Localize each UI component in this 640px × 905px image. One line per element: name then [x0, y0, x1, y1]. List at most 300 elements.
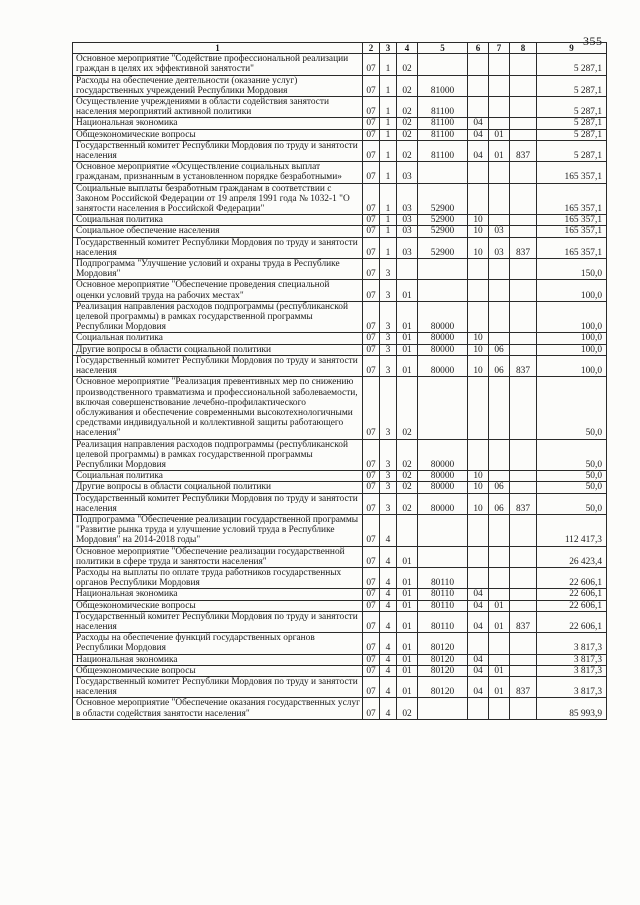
row-code-3: 3 — [380, 493, 397, 514]
header-col-9: 9 — [537, 43, 607, 54]
row-amount: 100,0 — [537, 344, 607, 355]
row-amount: 50,0 — [537, 439, 607, 471]
row-name: Другие вопросы в области социальной политики — [73, 344, 363, 355]
row-code-3: 3 — [380, 259, 397, 280]
row-code-4: 01 — [397, 600, 418, 611]
table-row — [73, 439, 607, 471]
row-code-6 — [468, 514, 489, 546]
row-code-7 — [489, 215, 510, 226]
row-name: Общеэкономические вопросы — [73, 665, 363, 676]
table-row — [73, 118, 607, 129]
row-code-8 — [510, 482, 537, 493]
row-code-4: 01 — [397, 301, 418, 333]
row-code-8 — [510, 344, 537, 355]
table-row — [73, 546, 607, 567]
row-code-8 — [510, 259, 537, 280]
row-code-4: 02 — [397, 129, 418, 140]
row-amount: 50,0 — [537, 493, 607, 514]
row-amount: 3 817,3 — [537, 654, 607, 665]
row-code-2: 07 — [363, 439, 380, 471]
row-code-7 — [489, 162, 510, 183]
row-code-3: 3 — [380, 482, 397, 493]
row-amount: 165 357,1 — [537, 237, 607, 258]
row-code-5: 80000 — [418, 301, 468, 333]
row-name: Расходы на обеспечение функций государственных органов Республики Мордовия — [73, 633, 363, 654]
row-name: Социальные выплаты безработным гражданам в соответствии с Законом Российской Федерации от 19 апреля 1991 года № 1032-1 "О занятости населения в Российской Федерации" — [73, 183, 363, 215]
row-code-3: 4 — [380, 633, 397, 654]
row-code-2: 07 — [363, 665, 380, 676]
row-code-3: 3 — [380, 377, 397, 439]
row-code-2: 07 — [363, 118, 380, 129]
row-name: Расходы на выплаты по оплате труда работников государственных органов Республики Мордовия — [73, 567, 363, 588]
row-code-7 — [489, 97, 510, 118]
row-name: Основное мероприятие "Обеспечение проведения специальной оценки условий труда на рабочих местах" — [73, 280, 363, 301]
row-code-7 — [489, 698, 510, 719]
row-code-6 — [468, 75, 489, 96]
header-col-6: 6 — [468, 43, 489, 54]
row-code-3: 1 — [380, 118, 397, 129]
row-code-2: 07 — [363, 355, 380, 376]
table-row — [73, 665, 607, 676]
table-row — [73, 226, 607, 237]
row-code-7 — [489, 567, 510, 588]
row-code-3: 1 — [380, 129, 397, 140]
row-amount: 5 287,1 — [537, 97, 607, 118]
row-code-2: 07 — [363, 280, 380, 301]
row-code-7: 06 — [489, 482, 510, 493]
table-row — [73, 676, 607, 697]
row-code-6: 10 — [468, 493, 489, 514]
row-code-7 — [489, 259, 510, 280]
header-col-1: 1 — [73, 43, 363, 54]
row-code-6: 10 — [468, 355, 489, 376]
row-code-7 — [489, 654, 510, 665]
row-code-7: 06 — [489, 493, 510, 514]
row-code-6: 10 — [468, 344, 489, 355]
row-name: Национальная экономика — [73, 589, 363, 600]
row-code-4: 01 — [397, 665, 418, 676]
row-name: Основное мероприятие "Содействие профессиональной реализации граждан в целях их эффективной занятости" — [73, 54, 363, 75]
header-col-4: 4 — [397, 43, 418, 54]
row-code-8: 837 — [510, 676, 537, 697]
row-code-8 — [510, 600, 537, 611]
table-row — [73, 567, 607, 588]
row-code-3: 1 — [380, 237, 397, 258]
row-code-5: 80120 — [418, 665, 468, 676]
row-code-4: 02 — [397, 377, 418, 439]
row-code-4: 01 — [397, 611, 418, 632]
table-row — [73, 611, 607, 632]
table-row — [73, 698, 607, 719]
row-code-8 — [510, 377, 537, 439]
row-code-6: 10 — [468, 471, 489, 482]
table-row — [73, 183, 607, 215]
row-code-7 — [489, 633, 510, 654]
row-amount: 150,0 — [537, 259, 607, 280]
row-code-5: 80000 — [418, 333, 468, 344]
row-code-8 — [510, 514, 537, 546]
row-code-8 — [510, 54, 537, 75]
row-code-3: 1 — [380, 75, 397, 96]
row-code-3: 1 — [380, 183, 397, 215]
row-amount: 165 357,1 — [537, 226, 607, 237]
row-code-3: 4 — [380, 676, 397, 697]
row-code-4: 02 — [397, 482, 418, 493]
row-code-5 — [418, 377, 468, 439]
row-code-5: 80000 — [418, 482, 468, 493]
row-code-2: 07 — [363, 162, 380, 183]
row-amount: 5 287,1 — [537, 75, 607, 96]
row-code-5 — [418, 546, 468, 567]
row-code-7 — [489, 589, 510, 600]
row-code-8: 837 — [510, 140, 537, 161]
row-code-8 — [510, 633, 537, 654]
row-code-2: 07 — [363, 567, 380, 588]
table-row — [73, 259, 607, 280]
row-code-2: 07 — [363, 589, 380, 600]
table-row — [73, 589, 607, 600]
row-code-4: 02 — [397, 54, 418, 75]
row-code-8: 837 — [510, 355, 537, 376]
row-name: Общеэкономические вопросы — [73, 600, 363, 611]
table-row — [73, 377, 607, 439]
row-code-7: 01 — [489, 665, 510, 676]
row-code-5: 80000 — [418, 471, 468, 482]
table-row — [73, 344, 607, 355]
row-code-4: 03 — [397, 183, 418, 215]
row-code-6 — [468, 301, 489, 333]
row-code-2: 07 — [363, 482, 380, 493]
table-row — [73, 75, 607, 96]
row-code-4: 03 — [397, 162, 418, 183]
row-code-6 — [468, 54, 489, 75]
row-code-3: 4 — [380, 698, 397, 719]
row-amount: 165 357,1 — [537, 183, 607, 215]
table-row — [73, 514, 607, 546]
row-code-5: 81100 — [418, 97, 468, 118]
row-code-3: 4 — [380, 514, 397, 546]
row-code-8 — [510, 589, 537, 600]
row-code-6: 04 — [468, 665, 489, 676]
row-code-5: 52900 — [418, 237, 468, 258]
row-code-3: 1 — [380, 162, 397, 183]
row-code-4: 01 — [397, 589, 418, 600]
row-name: Основное мероприятие "Обеспечение реализации государственной политики в сфере труда и занятости населения" — [73, 546, 363, 567]
row-code-8 — [510, 215, 537, 226]
row-code-2: 07 — [363, 215, 380, 226]
row-code-6 — [468, 259, 489, 280]
row-code-6: 04 — [468, 611, 489, 632]
row-code-2: 07 — [363, 611, 380, 632]
row-code-4: 02 — [397, 75, 418, 96]
row-code-3: 3 — [380, 344, 397, 355]
row-code-2: 07 — [363, 183, 380, 215]
row-code-5 — [418, 280, 468, 301]
table-row — [73, 633, 607, 654]
row-code-8 — [510, 162, 537, 183]
row-code-2: 07 — [363, 633, 380, 654]
row-amount: 112 417,3 — [537, 514, 607, 546]
row-amount: 3 817,3 — [537, 665, 607, 676]
row-code-3: 1 — [380, 54, 397, 75]
row-code-4: 01 — [397, 633, 418, 654]
row-code-6: 10 — [468, 215, 489, 226]
row-code-7 — [489, 118, 510, 129]
row-code-3: 4 — [380, 600, 397, 611]
row-code-7 — [489, 546, 510, 567]
row-code-4: 02 — [397, 493, 418, 514]
row-code-3: 4 — [380, 589, 397, 600]
row-code-6 — [468, 183, 489, 215]
row-name: Государственный комитет Республики Мордовия по труду и занятости населения — [73, 355, 363, 376]
row-code-7: 01 — [489, 140, 510, 161]
row-code-6 — [468, 97, 489, 118]
row-amount: 5 287,1 — [537, 54, 607, 75]
row-code-6: 04 — [468, 589, 489, 600]
row-code-3: 4 — [380, 567, 397, 588]
row-name: Другие вопросы в области социальной политики — [73, 482, 363, 493]
row-name: Основное мероприятие "Обеспечение оказания государственных услуг в области содействия занятости населения" — [73, 698, 363, 719]
row-code-8 — [510, 333, 537, 344]
row-code-4: 01 — [397, 280, 418, 301]
row-code-3: 1 — [380, 97, 397, 118]
row-code-8 — [510, 183, 537, 215]
row-code-4: 01 — [397, 654, 418, 665]
header-col-8: 8 — [510, 43, 537, 54]
row-amount: 22 606,1 — [537, 600, 607, 611]
row-code-7: 06 — [489, 344, 510, 355]
row-name: Основное мероприятие «Осуществление социальных выплат гражданам, признанным в установленном порядке безработными» — [73, 162, 363, 183]
row-code-5: 80000 — [418, 493, 468, 514]
header-col-3: 3 — [380, 43, 397, 54]
row-name: Осуществление учреждениями в области содействия занятости населения мероприятий активной политики — [73, 97, 363, 118]
table-row — [73, 129, 607, 140]
row-code-8: 837 — [510, 611, 537, 632]
row-code-6: 10 — [468, 226, 489, 237]
row-code-8 — [510, 97, 537, 118]
row-code-3: 3 — [380, 301, 397, 333]
row-code-4: 01 — [397, 333, 418, 344]
row-amount: 85 993,9 — [537, 698, 607, 719]
row-name: Национальная экономика — [73, 118, 363, 129]
row-name: Социальное обеспечение населения — [73, 226, 363, 237]
table-row — [73, 654, 607, 665]
row-code-7: 01 — [489, 611, 510, 632]
row-code-3: 1 — [380, 215, 397, 226]
row-name: Социальная политика — [73, 471, 363, 482]
row-code-7 — [489, 54, 510, 75]
row-amount: 22 606,1 — [537, 589, 607, 600]
row-code-8 — [510, 226, 537, 237]
row-code-7 — [489, 439, 510, 471]
row-code-8 — [510, 546, 537, 567]
row-amount: 100,0 — [537, 333, 607, 344]
row-code-5 — [418, 698, 468, 719]
row-code-2: 07 — [363, 676, 380, 697]
row-code-2: 07 — [363, 259, 380, 280]
row-name: Подпрограмма "Обеспечение реализации государственной программы "Развитие рынка труда и улучшение условий труда в Республике Мордовия" на 2014-2018 годы" — [73, 514, 363, 546]
row-code-5: 52900 — [418, 183, 468, 215]
page-number: 355 — [583, 34, 603, 48]
row-code-2: 07 — [363, 54, 380, 75]
row-code-5: 80120 — [418, 654, 468, 665]
row-name: Общеэкономические вопросы — [73, 129, 363, 140]
row-code-6: 04 — [468, 129, 489, 140]
row-code-6 — [468, 698, 489, 719]
row-code-2: 07 — [363, 237, 380, 258]
row-code-4: 03 — [397, 215, 418, 226]
row-code-3: 3 — [380, 439, 397, 471]
row-code-5: 81000 — [418, 75, 468, 96]
row-name: Основное мероприятие "Реализация превентивных мер по снижению производственного травматизма и профессиональной заболеваемости, включая совершенствование лечебно-профилактического обслуживания и обеспечение современными высокотехнологичными средствами индивидуальной и коллективной защиты работающего населения" — [73, 377, 363, 439]
row-amount: 165 357,1 — [537, 215, 607, 226]
row-code-4: 02 — [397, 118, 418, 129]
row-code-8 — [510, 665, 537, 676]
row-code-4: 01 — [397, 567, 418, 588]
row-code-5: 81100 — [418, 129, 468, 140]
row-code-2: 07 — [363, 654, 380, 665]
row-code-8 — [510, 567, 537, 588]
row-code-7 — [489, 75, 510, 96]
row-code-3: 3 — [380, 333, 397, 344]
row-code-2: 07 — [363, 301, 380, 333]
row-code-6 — [468, 567, 489, 588]
table-row — [73, 140, 607, 161]
row-code-2: 07 — [363, 97, 380, 118]
row-code-7: 03 — [489, 237, 510, 258]
header-row — [73, 43, 607, 54]
row-code-2: 07 — [363, 377, 380, 439]
row-code-5: 80120 — [418, 676, 468, 697]
row-amount: 5 287,1 — [537, 118, 607, 129]
row-code-3: 3 — [380, 355, 397, 376]
row-name: Государственный комитет Республики Мордовия по труду и занятости населения — [73, 676, 363, 697]
row-code-6 — [468, 280, 489, 301]
row-code-5: 80000 — [418, 344, 468, 355]
row-code-5 — [418, 54, 468, 75]
table-body — [73, 54, 607, 720]
row-amount: 100,0 — [537, 301, 607, 333]
row-code-5: 81100 — [418, 118, 468, 129]
row-code-6: 10 — [468, 333, 489, 344]
table-row — [73, 301, 607, 333]
row-code-5: 80120 — [418, 633, 468, 654]
row-name: Реализация направления расходов подпрограммы (республиканской целевой программы) в рамках государственной программы Республики Мордовия — [73, 301, 363, 333]
row-code-5: 80110 — [418, 611, 468, 632]
row-code-6: 04 — [468, 600, 489, 611]
row-code-5 — [418, 162, 468, 183]
row-code-8 — [510, 471, 537, 482]
row-amount: 50,0 — [537, 377, 607, 439]
row-code-2: 07 — [363, 226, 380, 237]
row-code-5: 52900 — [418, 215, 468, 226]
row-code-7: 01 — [489, 600, 510, 611]
row-code-6 — [468, 439, 489, 471]
row-amount: 22 606,1 — [537, 567, 607, 588]
row-code-5: 80000 — [418, 439, 468, 471]
row-code-2: 07 — [363, 600, 380, 611]
row-code-3: 4 — [380, 611, 397, 632]
header-col-7: 7 — [489, 43, 510, 54]
row-code-8 — [510, 301, 537, 333]
table-row — [73, 162, 607, 183]
row-amount: 50,0 — [537, 471, 607, 482]
row-code-4 — [397, 259, 418, 280]
table-row — [73, 333, 607, 344]
row-code-2: 07 — [363, 471, 380, 482]
row-code-7 — [489, 183, 510, 215]
row-name: Расходы на обеспечение деятельности (оказание услуг) государственных учреждений Республики Мордовия — [73, 75, 363, 96]
row-amount: 26 423,4 — [537, 546, 607, 567]
row-code-6: 10 — [468, 482, 489, 493]
row-code-5: 80000 — [418, 355, 468, 376]
row-code-3: 1 — [380, 226, 397, 237]
row-code-3: 4 — [380, 654, 397, 665]
header-col-2: 2 — [363, 43, 380, 54]
row-code-4: 03 — [397, 237, 418, 258]
table-row — [73, 280, 607, 301]
row-code-5: 52900 — [418, 226, 468, 237]
row-code-7: 06 — [489, 355, 510, 376]
row-code-4: 02 — [397, 97, 418, 118]
row-code-6: 04 — [468, 676, 489, 697]
row-code-6 — [468, 633, 489, 654]
row-amount: 3 817,3 — [537, 633, 607, 654]
row-code-6: 04 — [468, 140, 489, 161]
row-code-6 — [468, 162, 489, 183]
row-name: Социальная политика — [73, 333, 363, 344]
row-amount: 22 606,1 — [537, 611, 607, 632]
row-code-2: 07 — [363, 129, 380, 140]
row-code-6: 10 — [468, 237, 489, 258]
row-name: Государственный комитет Республики Мордовия по труду и занятости населения — [73, 237, 363, 258]
row-code-7 — [489, 514, 510, 546]
row-code-7 — [489, 280, 510, 301]
row-amount: 100,0 — [537, 280, 607, 301]
table-row — [73, 355, 607, 376]
row-code-7 — [489, 471, 510, 482]
row-code-4: 01 — [397, 344, 418, 355]
row-code-8: 837 — [510, 237, 537, 258]
row-name: Государственный комитет Республики Мордовия по труду и занятости населения — [73, 140, 363, 161]
header-col-5: 5 — [418, 43, 468, 54]
row-amount: 5 287,1 — [537, 140, 607, 161]
row-code-2: 07 — [363, 75, 380, 96]
row-code-6: 04 — [468, 654, 489, 665]
row-code-4: 01 — [397, 355, 418, 376]
row-amount: 50,0 — [537, 482, 607, 493]
row-name: Подпрограмма "Улучшение условий и охраны труда в Республике Мордовия" — [73, 259, 363, 280]
row-code-8 — [510, 118, 537, 129]
row-code-6 — [468, 377, 489, 439]
table-row — [73, 600, 607, 611]
row-code-7 — [489, 301, 510, 333]
row-code-5: 81100 — [418, 140, 468, 161]
row-amount: 5 287,1 — [537, 129, 607, 140]
table-row — [73, 54, 607, 75]
row-code-4: 01 — [397, 676, 418, 697]
row-code-5: 80110 — [418, 600, 468, 611]
row-code-8 — [510, 280, 537, 301]
row-code-6: 04 — [468, 118, 489, 129]
row-code-4 — [397, 514, 418, 546]
row-code-8 — [510, 129, 537, 140]
table-header — [73, 43, 607, 54]
row-code-5: 80110 — [418, 567, 468, 588]
row-code-2: 07 — [363, 493, 380, 514]
row-code-3: 4 — [380, 665, 397, 676]
row-code-7: 01 — [489, 676, 510, 697]
